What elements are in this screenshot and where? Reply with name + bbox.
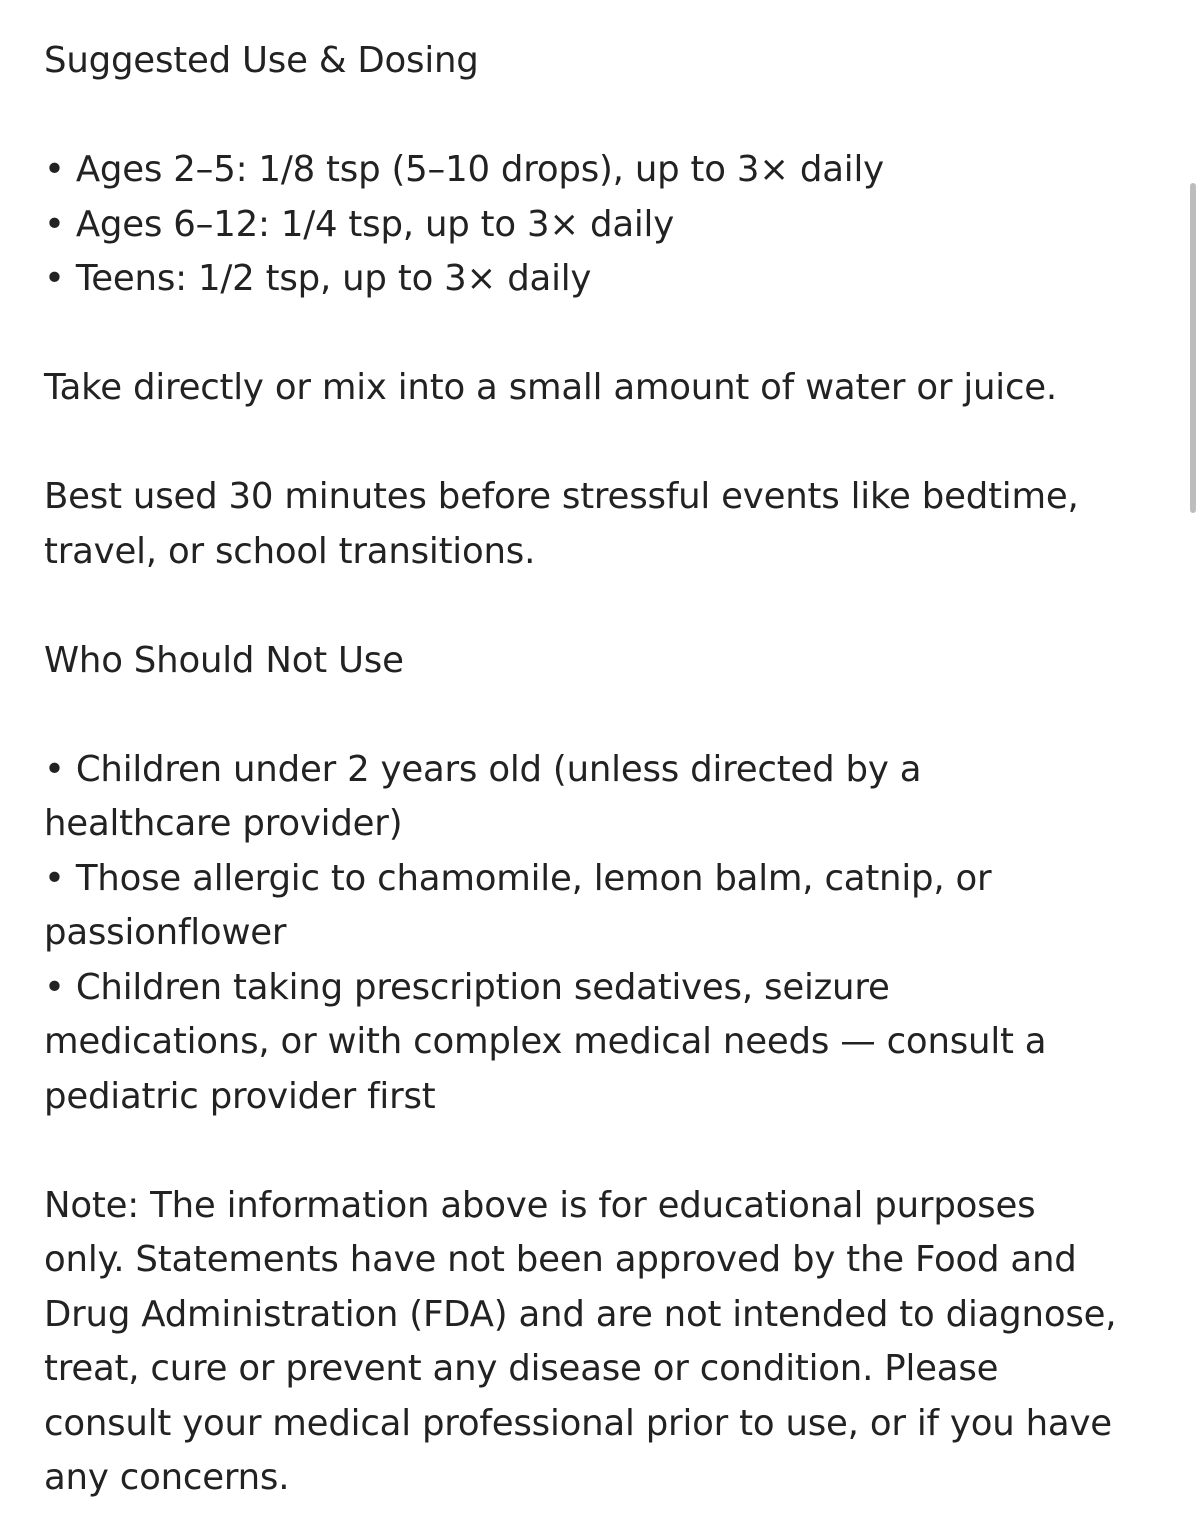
- contraindication-item: [44, 852, 1164, 961]
- note-line: Drug Administration (FDA) and are not intended to diagnose,: [44, 1293, 1117, 1335]
- scrollbar-thumb[interactable]: [1190, 183, 1196, 513]
- contraindications-section: [44, 634, 1164, 1125]
- contraindication-item: [44, 743, 1164, 852]
- note-line: treat, cure or prevent any disease or condition. Please: [44, 1348, 999, 1389]
- contraindication-line: • Children taking prescription sedatives, seizure: [44, 966, 890, 1008]
- note-line: only. Statements have not been approved by the Food and: [44, 1239, 1077, 1280]
- note-line: any concerns.: [44, 1457, 290, 1498]
- spacer: [44, 1124, 1164, 1179]
- dosing-item: • Ages 2–5: 1/8 tsp (5–10 drops), up to 3× daily: [44, 149, 884, 190]
- dosing-timing: Best used 30 minutes before stressful events like bedtime,: [44, 476, 1079, 517]
- contraindication-line: pediatric provider first: [44, 1075, 436, 1117]
- contraindication-line: medications, or with complex medical needs — consult a: [44, 1021, 1047, 1062]
- disclaimer-note: [44, 1179, 1164, 1506]
- spacer: [44, 688, 1164, 743]
- note-line: consult your medical professional prior to use, or if you have: [44, 1402, 1112, 1444]
- dosing-item: • Ages 6–12: 1/4 tsp, up to 3× daily: [44, 203, 675, 245]
- dosing-instructions: Take directly or mix into a small amount of water or juice.: [44, 367, 1057, 408]
- scrollbar[interactable]: [1186, 0, 1200, 1529]
- product-description: [44, 34, 1164, 1506]
- contraindication-line: • Children under 2 years old (unless directed by a: [44, 748, 922, 790]
- spacer: [44, 89, 1164, 144]
- dosing-timing: travel, or school transitions.: [44, 530, 536, 572]
- dosing-heading: Suggested Use & Dosing: [44, 40, 479, 81]
- note-line: Note: The information above is for educational purposes: [44, 1184, 1036, 1226]
- contraindication-line: • Those allergic to chamomile, lemon balm, catnip, or: [44, 857, 992, 899]
- spacer: [44, 307, 1164, 362]
- spacer: [44, 579, 1164, 634]
- contraindication-item: [44, 961, 1164, 1125]
- contraindications-heading: Who Should Not Use: [44, 639, 404, 681]
- spacer: [44, 416, 1164, 471]
- contraindication-line: passionflower: [44, 912, 287, 953]
- dosing-section: [44, 34, 1164, 579]
- contraindication-line: healthcare provider): [44, 803, 403, 844]
- dosing-item: • Teens: 1/2 tsp, up to 3× daily: [44, 258, 592, 299]
